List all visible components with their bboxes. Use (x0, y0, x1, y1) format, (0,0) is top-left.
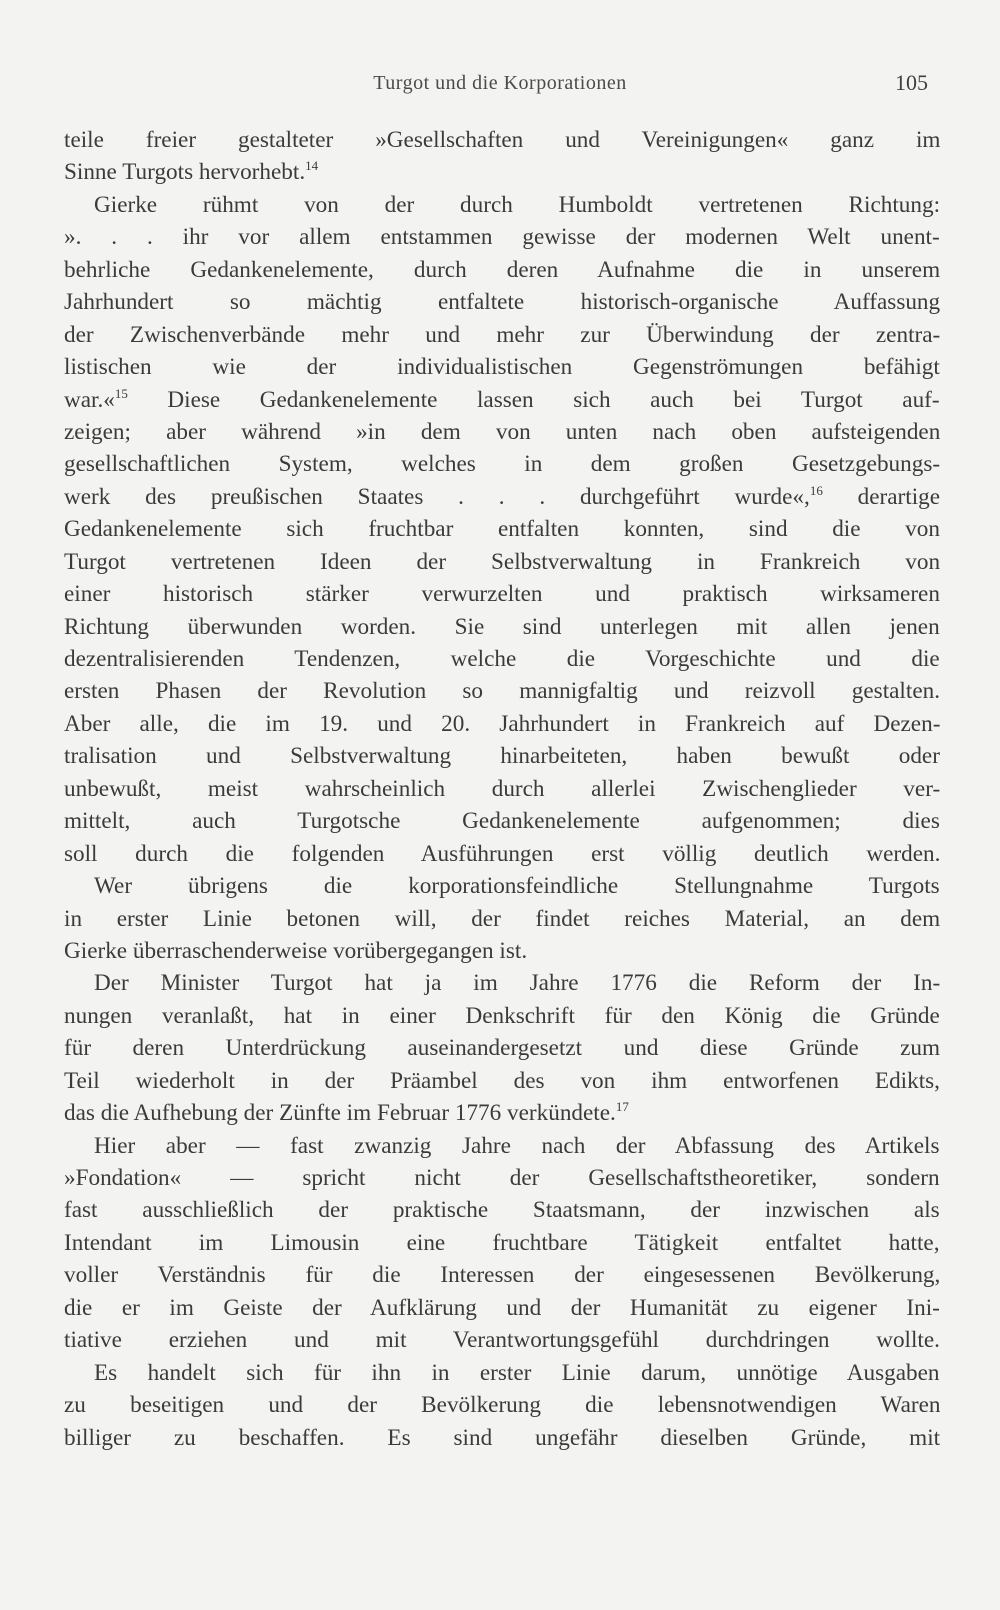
text-line (64, 384, 940, 416)
text-line (64, 1162, 940, 1194)
text-line (64, 286, 940, 318)
line-text: nungen veranlaßt, hat in einer Denkschrift für den König die Gründe (64, 1002, 940, 1029)
line-text: ersten Phasen der Revolution so mannigfaltig und reizvoll gestalten. (64, 678, 941, 705)
text-line (64, 124, 940, 156)
text-line (64, 319, 940, 351)
line-text: Gierke überraschenderweise vorübergegangen ist. (64, 937, 528, 964)
line-text: listischen wie der individualistischen Gegenströmungen befähigt (64, 354, 940, 381)
line-text: voller Verständnis für die Interessen der eingesessenen Bevölkerung, (64, 1262, 941, 1289)
text-line (64, 189, 940, 221)
text-line (64, 773, 940, 805)
text-line (64, 221, 940, 253)
text-line (64, 740, 940, 772)
line-text-continued: derartige (822, 483, 941, 510)
line-text: teile freier gestalteter »Gesellschaften und Vereinigungen« ganz im (64, 127, 941, 153)
line-text: dezentralisierenden Tendenzen, welche die Vorgeschichte und die (64, 646, 940, 672)
line-text: Richtung überwunden worden. Sie sind unterlegen mit allen jenen (64, 613, 940, 640)
line-text: »Fondation« — spricht nicht der Gesellschaftstheoretiker, sondern (64, 1165, 940, 1191)
text-line (64, 870, 940, 902)
line-text: Sinne Turgots hervorhebt. (64, 159, 306, 186)
text-line (64, 967, 940, 999)
line-text: Intendant im Limousin eine fruchtbare Tätigkeit entfaltet hatte, (64, 1229, 940, 1256)
text-line (64, 1422, 940, 1454)
line-text: die er im Geiste der Aufklärung und der Humanität zu eigener Ini- (64, 1294, 940, 1321)
text-line (64, 254, 940, 286)
running-title: Turgot und die Korporationen (373, 72, 627, 94)
text-line (64, 1194, 940, 1226)
text-line (64, 351, 940, 383)
line-text: mittelt, auch Turgotsche Gedankenelemente aufgenommen; dies (64, 808, 940, 835)
text-line (64, 675, 940, 707)
text-line (64, 513, 940, 545)
line-text: unbewußt, meist wahrscheinlich durch allerlei Zwischenglieder ver- (64, 775, 941, 802)
line-text: tralisation und Selbstverwaltung hinarbeiteten, haben bewußt oder (64, 743, 940, 770)
text-line (64, 156, 940, 188)
running-head (60, 68, 940, 98)
line-text: fast ausschließlich der praktische Staatsmann, der inzwischen als (64, 1197, 940, 1224)
line-text: tiative erziehen und mit Verantwortungsgefühl durchdringen wollte. (64, 1327, 940, 1354)
line-text: Gierke rühmt von der durch Humboldt vertretenen Richtung: (94, 191, 941, 218)
text-line (64, 935, 940, 967)
line-text: Hier aber — fast zwanzig Jahre nach der Abfassung des Artikels (94, 1132, 940, 1159)
footnote-marker: 16 (809, 482, 823, 498)
text-line (64, 1227, 940, 1259)
line-text: billiger zu beschaffen. Es sind ungefähr dieselben Gründe, mit (64, 1424, 941, 1451)
line-text: der Zwischenverbände mehr und mehr zur Überwindung der zentra- (64, 321, 941, 348)
text-line (64, 1130, 940, 1162)
text-line (64, 481, 940, 513)
body-text (64, 124, 940, 1454)
line-text: einer historisch stärker verwurzelten und praktisch wirksameren (64, 581, 940, 608)
text-line (64, 546, 940, 578)
text-line (64, 1324, 940, 1356)
text-line (64, 643, 940, 675)
line-text: Aber alle, die im 19. und 20. Jahrhundert in Frankreich auf Dezen- (64, 710, 941, 737)
line-text: Jahrhundert so mächtig entfaltete historisch-organische Auffassung (64, 289, 941, 316)
line-text: soll durch die folgenden Ausführungen erst völlig deutlich werden. (64, 840, 941, 867)
line-text: zu beseitigen und der Bevölkerung die lebensnotwendigen Waren (64, 1392, 941, 1419)
line-text: Der Minister Turgot hat ja im Jahre 1776 die Reform der In- (94, 970, 941, 997)
line-text: war.« (64, 386, 115, 413)
text-line (64, 1389, 940, 1421)
line-text-continued: Diese Gedankenelemente lassen sich auch bei Turgot auf- (127, 386, 940, 413)
text-line (64, 708, 940, 740)
text-line (64, 1357, 940, 1389)
text-line (64, 578, 940, 610)
text-line (64, 1292, 940, 1324)
footnote-marker: 17 (615, 1099, 629, 1115)
line-text: in erster Linie betonen will, der findet reiches Material, an dem (64, 905, 941, 932)
line-text: das die Aufhebung der Zünfte im Februar 1776 verkündete. (64, 1100, 616, 1127)
text-line (64, 416, 940, 448)
line-text: ». . . ihr vor allem entstammen gewisse der modernen Welt unent- (64, 224, 940, 251)
line-text: behrliche Gedankenelemente, durch deren Aufnahme die in unserem (64, 256, 941, 283)
text-line (64, 805, 940, 837)
line-text: Gedankenelemente sich fruchtbar entfalten konnten, sind die von (64, 516, 940, 543)
line-text: werk des preußischen Staates . . . durchgeführt wurde«, (64, 483, 810, 510)
text-line (64, 903, 940, 935)
footnote-marker: 15 (114, 385, 128, 401)
line-text: Turgot vertretenen Ideen der Selbstverwaltung in Frankreich von (64, 548, 941, 575)
line-text: für deren Unterdrückung auseinandergesetzt und diese Gründe zum (64, 1035, 941, 1062)
line-text: Es handelt sich für ihn in erster Linie darum, unnötige Ausgaben (94, 1359, 940, 1386)
text-line (64, 1259, 940, 1291)
text-line (64, 1065, 940, 1097)
line-text: gesellschaftlichen System, welches in dem großen Gesetzgebungs- (64, 451, 941, 478)
page-number: 105 (895, 70, 928, 95)
text-line (64, 1032, 940, 1064)
text-line (64, 611, 940, 643)
line-text: Teil wiederholt in der Präambel des von ihm entworfenen Edikts, (64, 1067, 940, 1094)
text-line (64, 1000, 940, 1032)
text-line (64, 1097, 940, 1129)
line-text: zeigen; aber während »in dem von unten nach oben aufsteigenden (64, 418, 941, 445)
text-line (64, 838, 940, 870)
line-text: Wer übrigens die korporationsfeindliche Stellungnahme Turgots (94, 873, 940, 900)
footnote-marker: 14 (305, 158, 319, 174)
text-line (64, 448, 940, 480)
